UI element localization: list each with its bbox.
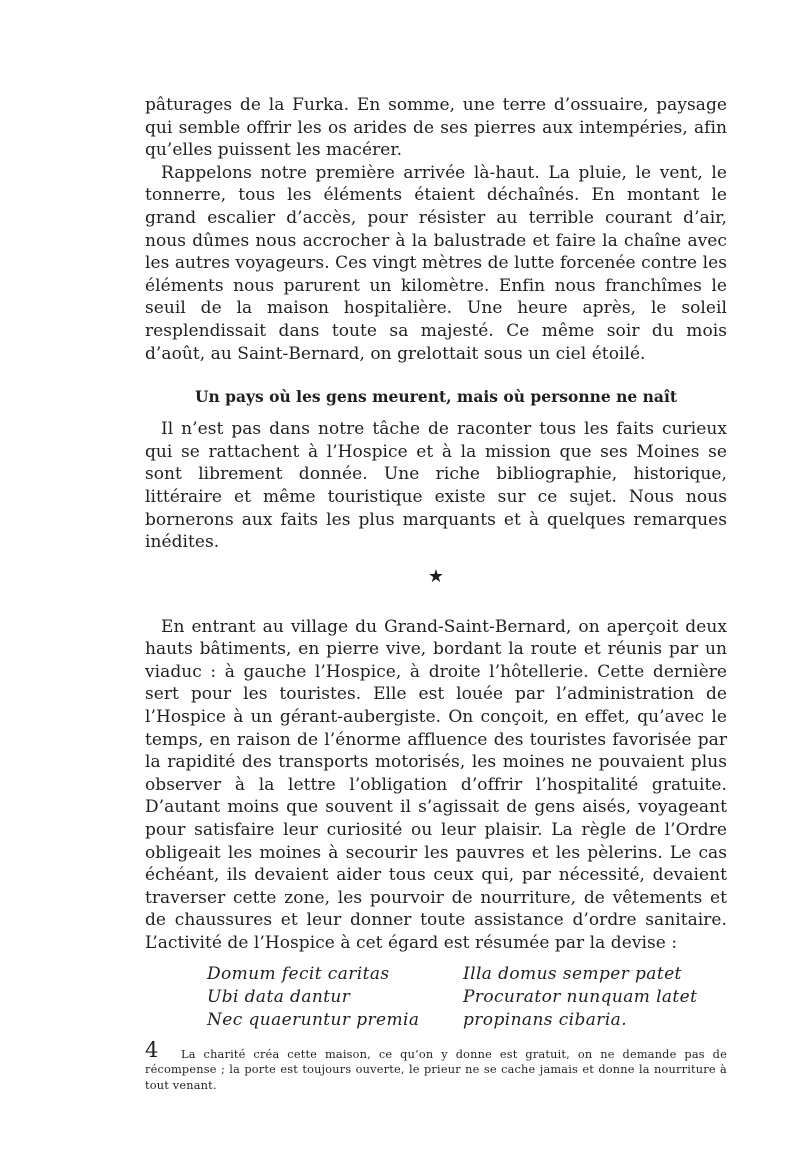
page-body: [145, 94, 727, 1094]
page-number: 4: [145, 1038, 159, 1062]
motto-line: Illa domus semper patet: [463, 963, 682, 984]
motto-line: propinans cibaria.: [463, 1010, 628, 1031]
motto-line: Ubi data dantur: [207, 987, 351, 1007]
paragraph-furka: pâturages de la Furka. En somme, une terre d’ossuaire, paysage qui semble offrir les os arides de ses pierres aux intempéries, afin qu’elles puissent les macérer.: [145, 95, 727, 161]
paragraph-bibliography: Il n’est pas dans notre tâche de raconter tous les faits curieux qui se rattachent à l’Hospice et à la mission que ses Moines se sont librement donnée. Une riche bibliographie, historique, littéraire et même touristique existe sur ce sujet. Nous nous bornerons aux faits les plus marquants et à quelques remarques inédites.: [145, 419, 727, 553]
footnote-translation: La charité créa cette maison, ce qu’on y donne est gratuit, on ne demande pas de récompense ; la porte est toujours ouverte, le prieur ne se cache jamais et donne la nourriture à tout venant.: [145, 1047, 727, 1092]
latin-motto: [207, 963, 727, 1033]
motto-line: Domum fecit caritas: [207, 963, 390, 984]
paragraph-village: En entrant au village du Grand-Saint-Bernard, on aperçoit deux hauts bâtiments, en pierre vive, bordant la route et réunis par un viaduc : à gauche l’Hospice, à droite l’hôtellerie. Cette dernière sert pour les touristes. Elle est louée par l’administration de l’Hospice à un gérant-aubergiste. On conçoit, en effet, qu’avec le temps, en raison de l’énorme affluence des touristes favorisée par la rapidité des transports motorisés, les moines ne pouvaient plus observer à la lettre l’obligation d’offrir l’hospitalité gratuite. D’autant moins que souvent il s’agissait de gens aisés, voyageant pour satisfaire leur curiosité ou leur plaisir. La règle de l’Ordre obligeait les moines à secourir les pauvres et les pèlerins. Le cas échéant, ils devaient aider tous ceux qui, par nécessité, devaient traverser cette zone, les pourvoir de nourriture, de vêtements et de chaussures et leur donner toute assistance d’ordre sanitaire. L’activité de l’Hospice à cet égard est résumée par la devise :: [145, 616, 727, 953]
motto-line: Procurator nunquam latet: [463, 987, 698, 1007]
motto-line: Nec quaeruntur premia: [207, 1010, 420, 1031]
section-heading: Un pays où les gens meurent, mais où personne ne naît: [194, 387, 677, 407]
star-separator-icon: ★: [427, 565, 445, 587]
paragraph-first-arrival: Rappelons notre première arrivée là-haut. La pluie, le vent, le tonnerre, tous les éléments étaient déchaînés. En montant le grand escalier d’accès, pour résister au terrible courant d’air, nous dûmes nous accrocher à la balustrade et faire la chaîne avec les autres voyageurs. Ces vingt mètres de lutte forcenée contre les éléments nous parurent un kilomètre. Enfin nous franchîmes le seuil de la maison hospitalière. Une heure après, le soleil resplendissait dans toute sa majesté. Ce même soir du mois d’août, au Saint-Bernard, on grelottait sous un ciel étoilé.: [145, 162, 727, 364]
